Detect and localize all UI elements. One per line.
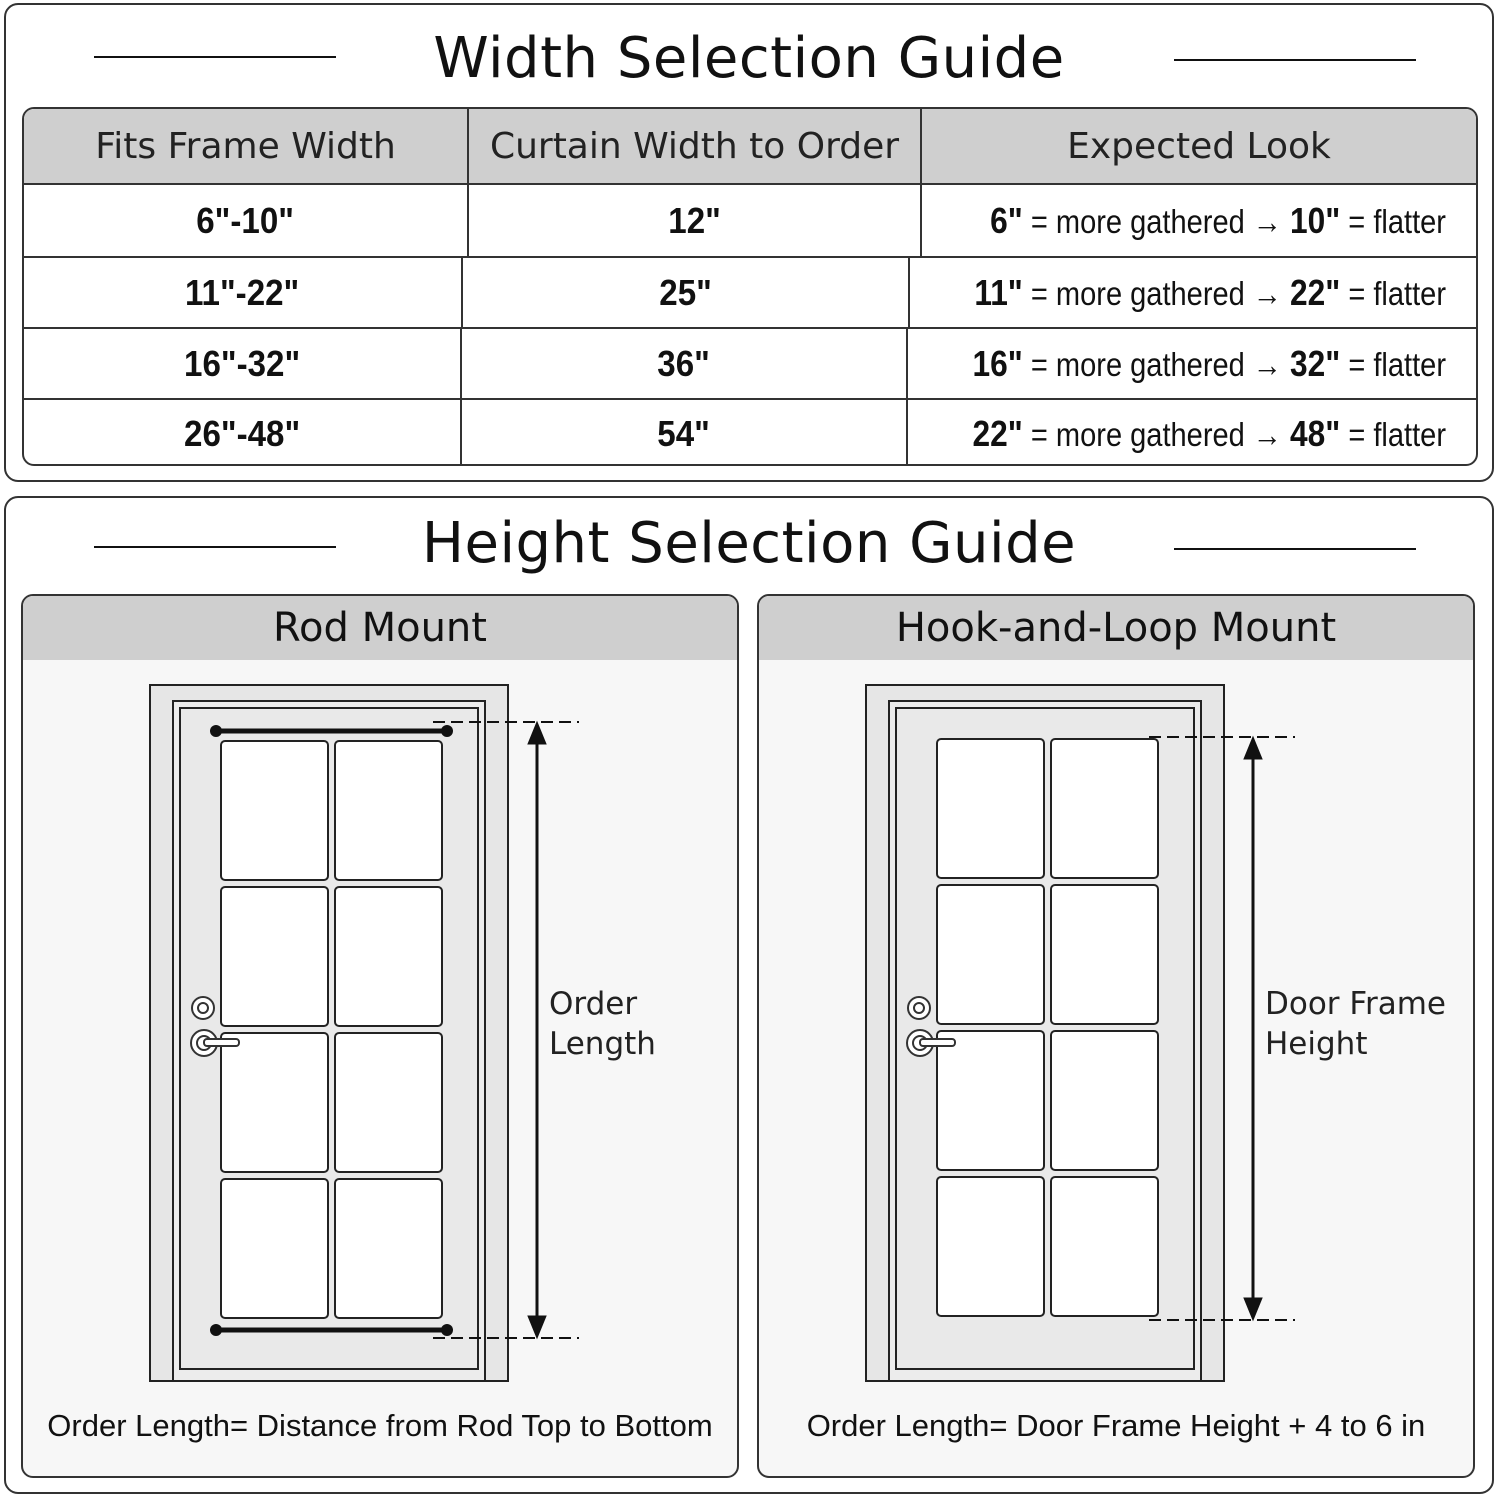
glass-pane [221, 1179, 328, 1318]
frame-width-value: 26"-48" [183, 413, 301, 454]
deadbolt-icon [908, 997, 930, 1019]
look-mid: = more gathered [1030, 345, 1245, 383]
frame-width-value: 16"-32" [183, 342, 301, 384]
title-rule-right [1174, 548, 1416, 550]
table-row [24, 185, 1476, 258]
look-max: 48" [1289, 413, 1341, 454]
right-arrow-icon: → [1252, 202, 1282, 240]
glass-pane [335, 741, 442, 880]
look-min: 22" [972, 413, 1023, 454]
glass-pane [1051, 739, 1158, 878]
width-table [22, 107, 1478, 466]
glass-pane [937, 1031, 1044, 1170]
look-mid: = more gathered [1030, 202, 1245, 240]
glass-pane [335, 1033, 442, 1172]
hook-loop-mount-panel [757, 594, 1475, 1478]
glass-pane [1051, 1031, 1158, 1170]
expected-look-value [990, 200, 1446, 242]
rod-mount-panel [21, 594, 739, 1478]
order-width-value: 25" [659, 271, 712, 313]
title-rule-right [1174, 59, 1416, 61]
height-guide-title: Height Selection Guide [421, 511, 1077, 576]
order-width-value: 12" [668, 199, 721, 241]
table-row [24, 258, 1476, 329]
frame-width-value: 11"-22" [185, 271, 300, 313]
right-arrow-icon: → [1252, 345, 1282, 383]
width-title-row [6, 26, 1492, 91]
table-row [24, 400, 1476, 466]
glass-pane [335, 887, 442, 1026]
look-max: 22" [1289, 271, 1341, 313]
order-length-label [549, 984, 656, 1064]
measure-label-line-2: Height [1265, 1026, 1368, 1062]
door-frame-height-label [1265, 984, 1446, 1064]
glass-pane [221, 741, 328, 880]
expected-look-value [973, 343, 1446, 385]
glass-pane [335, 1179, 442, 1318]
glass-pane [937, 739, 1044, 878]
look-max: 10" [1289, 199, 1341, 241]
look-min: 11" [974, 271, 1023, 313]
look-end: = flatter [1348, 416, 1446, 453]
frame-width-value: 6"-10" [196, 199, 295, 241]
header-expected-look: Expected Look [1067, 125, 1331, 167]
order-width-value: 36" [657, 342, 711, 384]
measure-label-line-2: Length [549, 1026, 656, 1062]
height-title-row [6, 511, 1492, 576]
right-arrow-icon: → [1252, 274, 1282, 312]
hook-loop-caption: Order Length= Door Frame Height + 4 to 6 in [806, 1408, 1426, 1443]
table-row [24, 329, 1476, 400]
look-end: = flatter [1348, 202, 1446, 240]
header-fits-frame-width: Fits Frame Width [24, 109, 469, 183]
look-min: 16" [972, 342, 1023, 384]
height-selection-section [4, 496, 1494, 1494]
expected-look-value [974, 272, 1446, 314]
rod-mount-caption: Order Length= Distance from Rod Top to Bottom [47, 1408, 713, 1443]
look-mid: = more gathered [1030, 416, 1245, 453]
hook-loop-mount-title: Hook-and-Loop Mount [759, 596, 1473, 660]
glass-pane [1051, 1177, 1158, 1316]
deadbolt-icon [192, 997, 214, 1019]
look-end: = flatter [1348, 274, 1446, 312]
width-selection-section [4, 3, 1494, 482]
measure-label-line-1: Order [549, 986, 638, 1022]
look-max: 32" [1289, 342, 1341, 384]
glass-pane [221, 1033, 328, 1172]
expected-look-value [973, 413, 1446, 455]
order-width-value: 54" [657, 413, 711, 454]
glass-pane [221, 887, 328, 1026]
rod-mount-title: Rod Mount [23, 596, 737, 660]
measure-label-line-1: Door Frame [1265, 986, 1446, 1022]
look-end: = flatter [1348, 345, 1446, 383]
look-min: 6" [990, 199, 1023, 241]
glass-pane [937, 885, 1044, 1024]
header-curtain-width: Curtain Width to Order [469, 109, 922, 183]
table-header-row [24, 109, 1476, 185]
glass-pane [1051, 885, 1158, 1024]
look-mid: = more gathered [1030, 274, 1245, 312]
right-arrow-icon: → [1252, 416, 1282, 453]
glass-pane [937, 1177, 1044, 1316]
width-guide-title: Width Selection Guide [433, 26, 1065, 91]
